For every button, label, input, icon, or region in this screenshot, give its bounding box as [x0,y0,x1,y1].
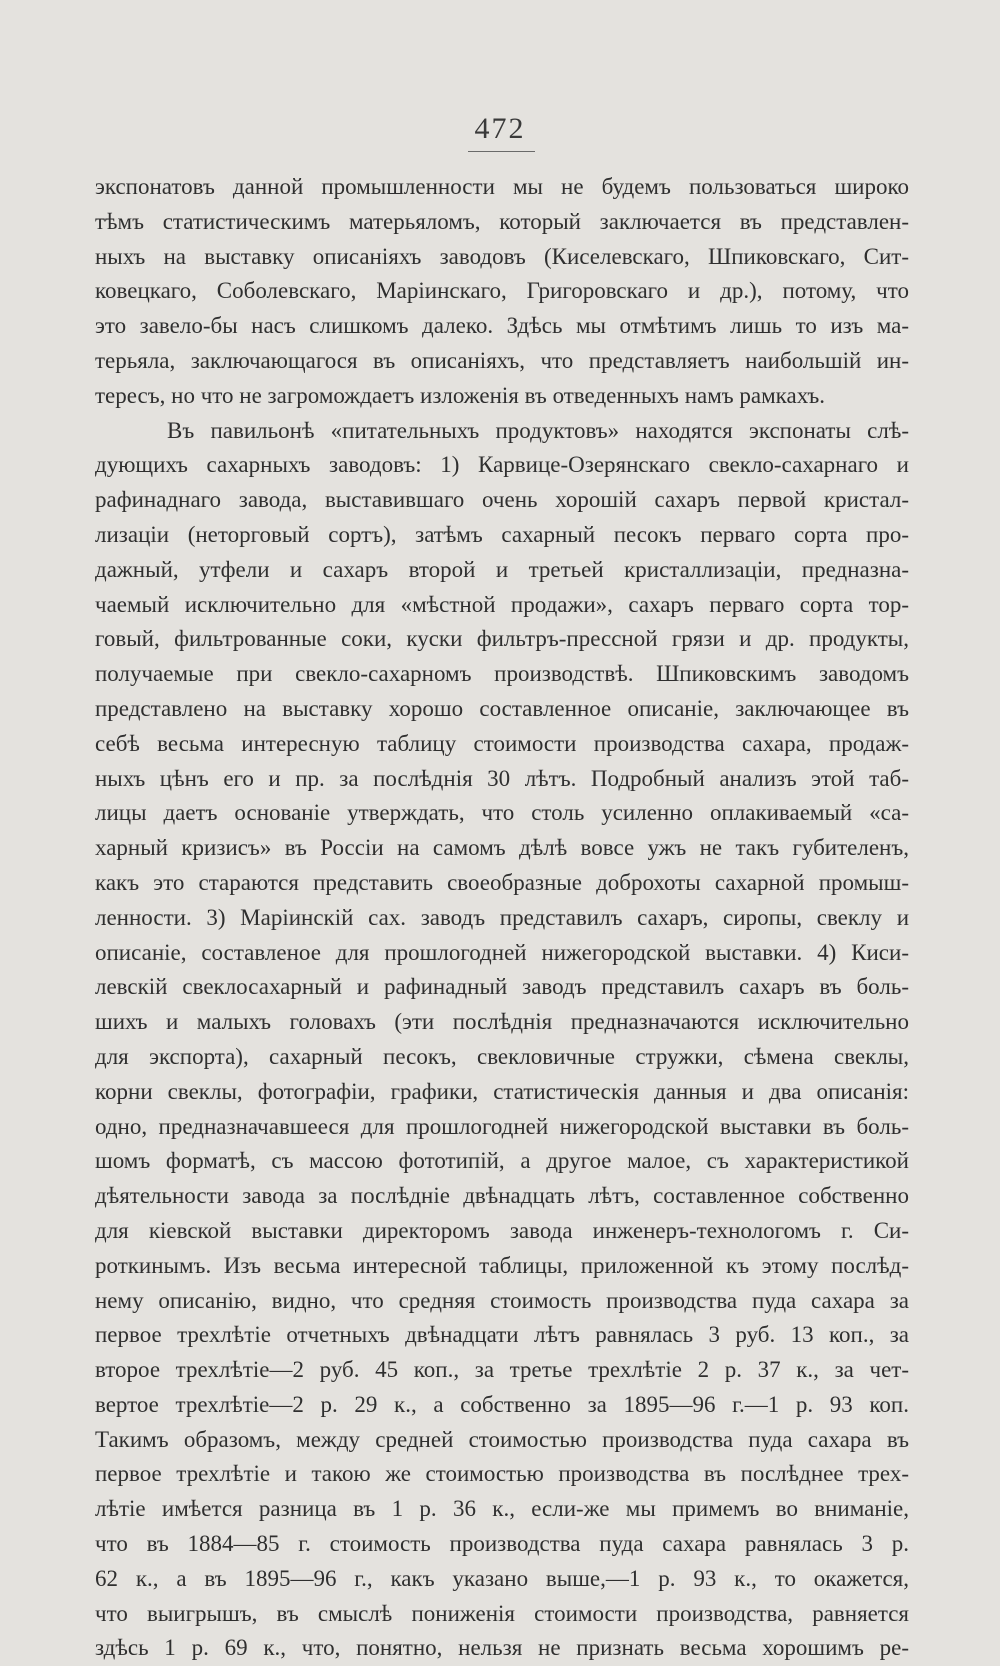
text-line: описаніе, составленое для прошлогодней нижегородской выставки. 4) Киси- [95,939,909,965]
text-line: лѣтіе имѣется разница въ 1 р. 36 к., если-же мы примемъ во вниманіе, [95,1496,909,1522]
text-line: нему описанію, видно, что средняя стоимость производства пуда сахара за [95,1287,909,1313]
text-line: экспонатовъ данной промышленности мы не будемъ пользоваться широко [95,174,909,199]
page-number: 472 [474,112,526,145]
text-line: ковецкаго, Соболевскаго, Маріинскаго, Григоровскаго и др.), потому, что [95,278,909,304]
text-line: для экспорта), сахарный песокъ, свекловичные стружки, сѣмена свеклы, [95,1043,909,1069]
text-line: харный кризисъ» въ Россіи на самомъ дѣлѣ вовсе ужъ не такъ губителенъ, [95,835,909,861]
text-line: первое трехлѣтіе и такою же стоимостью производства въ послѣднее трех- [95,1461,909,1487]
text-line: себѣ весьма интересную таблицу стоимости производства сахара, продаж- [95,730,909,756]
text-line: дѣятельности завода за послѣдніе двѣнадцать лѣтъ, составленное собственно [95,1183,909,1209]
text-line: вертое трехлѣтіе—2 р. 29 к., а собственно за 1895—96 г.—1 р. 93 коп. [95,1391,909,1417]
text-line: 62 к., а въ 1895—96 г., какъ указано выше,—1 р. 93 к., то окажется, [95,1565,909,1591]
text-line: шомъ форматѣ, съ массою фототипій, а другое малое, съ характеристикой [95,1148,909,1174]
text-line: здѣсь 1 р. 69 к., что, понятно, нельзя не признать весьма хорошимъ ре- [95,1635,909,1661]
text-line: дующихъ сахарныхъ заводовъ: 1) Карвице-Озерянскаго свекло-сахарнаго и [95,452,909,478]
text-line: что выигрышъ, въ смыслѣ пониженія стоимости производства, равняется [95,1600,909,1626]
text-line: первое трехлѣтіе отчетныхъ двѣнадцати лѣтъ равнялась 3 руб. 13 коп., за [95,1322,909,1348]
body-text [95,170,909,1666]
text-line: ныхъ цѣнъ его и пр. за послѣднія 30 лѣтъ. Подробный анализъ этой таб- [95,765,909,791]
text-line: Въ павильонѣ «питательныхъ продуктовъ» находятся экспонаты слѣ- [167,417,909,443]
text-line: рафинаднаго завода, выставившаго очень хорошій сахаръ первой кристал- [95,487,909,513]
text-line: говый, фильтрованные соки, куски фильтръ-прессной грязи и др. продукты, [95,626,909,652]
text-line: получаемые при свекло-сахарномъ производствѣ. Шпиковскимъ заводомъ [95,661,909,687]
text-line: представлено на выставку хорошо составленное описаніе, заключающее въ [95,695,909,721]
text-line: лизаціи (неторговый сортъ), затѣмъ сахарный песокъ перваго сорта про- [95,521,909,547]
text-line: шихъ и малыхъ головахъ (эти послѣднія предназначаются исключительно [95,1009,909,1035]
text-line: это завело-бы насъ слишкомъ далеко. Здѣсь мы отмѣтимъ лишь то изъ ма- [95,313,909,339]
text-line: какъ это стараются представить своеобразные доброхоты сахарной промыш- [95,869,909,895]
text-line: тѣмъ статистическимъ матерьяломъ, который заключается въ представлен- [95,208,909,234]
text-line: тересъ, но что не загромождаетъ изложенія въ отведенныхъ намъ рамкахъ. [95,382,825,408]
text-line: дажный, утфели и сахаръ второй и третьей кристаллизаціи, предназна- [95,556,909,582]
text-line: ныхъ на выставку описаніяхъ заводовъ (Киселевскаго, Шпиковскаго, Сит- [95,243,909,269]
text-line: Такимъ образомъ, между средней стоимостью производства пуда сахара въ [95,1426,909,1452]
text-line: лицы даетъ основаніе утверждать, что столь усиленно оплакиваемый «са- [95,800,909,826]
text-line: корни свеклы, фотографіи, графики, статистическія данныя и два описанія: [95,1078,909,1104]
text-line: левскій свеклосахарный и рафинадный заводъ представилъ сахаръ въ боль- [95,974,909,1000]
text-line: терьяла, заключающагося въ описаніяхъ, что представляетъ наибольшій ин- [95,347,909,373]
text-line: одно, предназначавшееся для прошлогодней нижегородской выставки въ боль- [95,1113,909,1139]
text-line: чаемый исключительно для «мѣстной продажи», сахаръ перваго сорта тор- [95,591,909,617]
text-line: роткинымъ. Изъ весьма интересной таблицы, приложенной къ этому послѣд- [95,1252,909,1278]
text-line: второе трехлѣтіе—2 руб. 45 коп., за третье трехлѣтіе 2 р. 37 к., за чет- [95,1357,909,1383]
page-number-rule [468,151,535,152]
text-line: для кіевской выставки директоромъ завода инженеръ-технологомъ г. Си- [95,1217,909,1243]
text-line: ленности. 3) Маріинскій сах. заводъ представилъ сахаръ, сиропы, свеклу и [95,904,909,930]
text-line: что въ 1884—85 г. стоимость производства пуда сахара равнялась 3 р. [95,1531,909,1557]
